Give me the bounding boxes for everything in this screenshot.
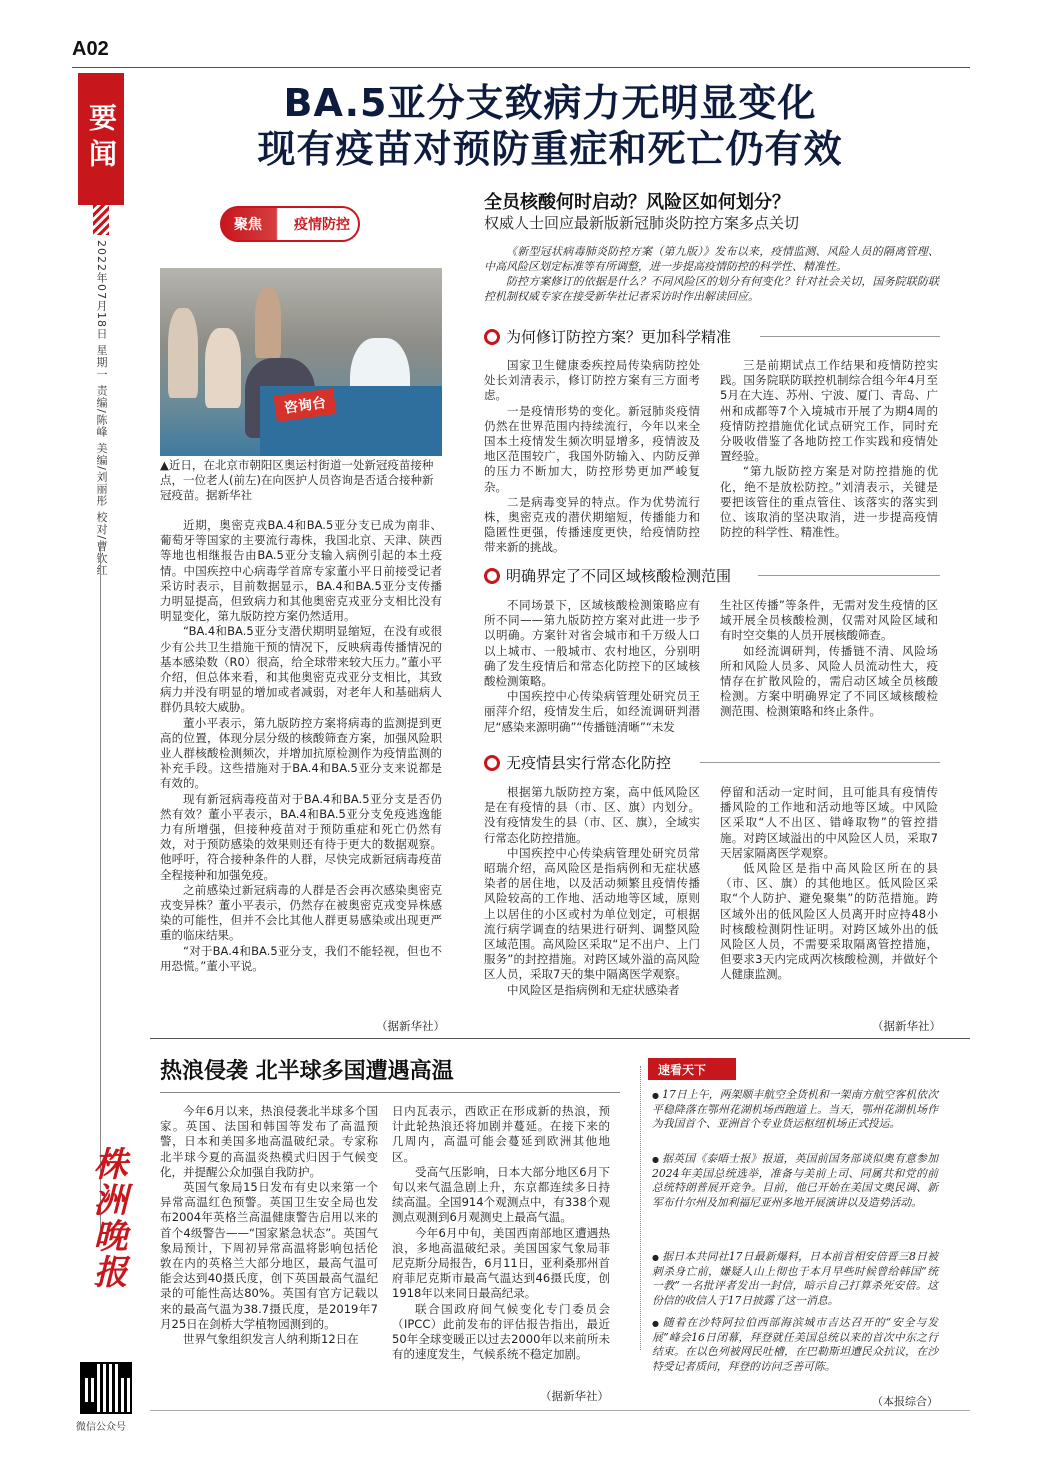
section-rule: [758, 575, 940, 576]
article-lead: [484, 244, 939, 304]
news-item: ● 据英国《泰晤士报》报道，英国前国务部谈似奥有意参加2024年美国总统选举，准备与美前上司、同属共和党的前总统特朗普展开竞争。目前，他已开始在美国文奥民调、新军布什尔州及加利福尼亚州多地开展演讲以及造势活动。: [652, 1152, 938, 1210]
photo-sign: 咨询台: [273, 388, 336, 422]
section-3-col-2: [720, 785, 938, 983]
lead-paragraph: 防控方案修订的依据是什么？不同风险区的划分有何变化？针对社会关切，国务院联防联控机制权威专家在接受新华社记者采访时作出解读回应。: [484, 275, 939, 303]
photo-figure: [205, 328, 241, 408]
paragraph: 如经流调研判，传播链不清、风险场所和风险人员多、风险人员流动性大，疫情存在扩散风险的，需启动区域全员核酸检测。方案中明确界定了不同区域核酸检测范围、检测策略和终止条件。: [720, 643, 938, 719]
main-headline: [150, 80, 950, 172]
paragraph: 根据第九版防控方案，高中低风险区是在有疫情的县（市、区、旗）内划分。没有疫情发生的县（市、区、旗），全域实行常态化防控措施。: [484, 785, 700, 845]
top-rule: [72, 67, 970, 68]
paragraph: 英国气象局15日发布有史以来第一个异常高温红色预警。英国卫生安全局也发布2004年英格兰高温健康警告启用以来的首个4级警告——“国家紧急状态”。英国气象局预计，下周初异常高温将影响包括伦敦在内的英格兰大部分地区，最高气温可能会达到40摄氏度，创下英国最高气温纪录的可能性高达80%。英国有官方记载以来的最高气温为38.7摄氏度，是2019年7月25日在剑桥大学植物园测到的。: [160, 1180, 378, 1331]
paragraph: 生社区传播”等条件，无需对发生疫情的区域开展全员核酸检测，仅需对风险区域和有时空交集的人员开展核酸筛查。: [720, 598, 938, 643]
badge-right-text: 疫情防控: [294, 217, 350, 233]
credit: （据新华社）: [872, 1019, 941, 1033]
section-heading: [484, 565, 731, 586]
photo-caption: ▲近日，在北京市朝阳区奥运村街道一处新冠疫苗接种点，一位老人(前左)在向医护人员咨询是否适合接种新冠疫苗。据新华社: [160, 458, 434, 502]
section-heading: [484, 752, 671, 773]
section-title: 无疫情县实行常态化防控: [506, 754, 672, 772]
credit: （据新华社）: [540, 1389, 609, 1403]
qr-code-icon[interactable]: [80, 1362, 132, 1414]
title-rule: [160, 1092, 620, 1093]
paragraph: 停留和活动一定时间，且可能具有疫情传播风险的工作地和活动地等区域。中风险区采取“人不出区、错峰取物”的管控措施。对跨区域溢出的中风险区人员，采取7天居家隔离医学观察。: [720, 785, 938, 860]
bottom-rule: [150, 1410, 970, 1411]
bullet-icon: [484, 329, 500, 345]
article-left: [160, 518, 442, 974]
paragraph: “对于BA.4和BA.5亚分支，我们不能轻视，但也不用恐慌。”董小平说。: [160, 943, 442, 973]
paragraph: “第九版防控方案是对防控措施的优化，绝不是放松防控。”刘清表示，关键是要把该管住的重点管住、该落实的落实到位、该取消的坚决取消，进一步提高疫情防控的科学性、精准性。: [720, 464, 938, 540]
issue-date-editors: 2022年07月18日 星期一 责编/陈峰 美编/刘丽彤 校对/曹钦红: [95, 240, 108, 577]
news-item: ● 17日上午，两架顺丰航空全货机和一架南方航空客机依次平稳降落在鄂州花湖机场西跑道上。当天，鄂州花湖机场作为我国首个、亚洲首个专业货运枢纽机场正式投运。: [652, 1088, 938, 1132]
paragraph: “BA.4和BA.5亚分支潜伏期明显缩短，在没有或很少有公共卫生措施干预的情况下，反映病毒传播情况的基本感染数（R0）很高，给全球带来较大压力。”董小平介绍，但总体来看，和其他奥密克戎亚分支相比，其致病力并没有明显的增加或者减弱，对老年人和基础病人群仍具较大威胁。: [160, 624, 442, 715]
sub-headline: 全员核酸何时启动？风险区如何划分？: [484, 192, 790, 213]
heat-col-1: [160, 1104, 378, 1347]
paragraph: 低风险区是指中高风险区所在的县（市、区、旗）的其他地区。低风险区采取“个人防护、避免聚集”的防范措施。跨区域外出的低风险区人员离开时应持48小时核酸检测阴性证明。对跨区域外出的低风险区人员，不需要采取隔离管控措施，但要求3天内完成两次核酸检测，并做好个人健康监测。: [720, 861, 938, 982]
heat-col-2: [392, 1104, 610, 1362]
lead-paragraph: 《新型冠状病毒肺炎防控方案（第九版）》发布以来，疫情监测、风险人员的隔离管理、中高风险区划定标准等有所调整，进一步提高疫情防控的科学性、精准性。: [484, 245, 939, 273]
paragraph: 不同场景下，区域核酸检测策略应有所不同——第九版防控方案对此进一步予以明确。方案针对省会城市和千万级人口以上城市、一般城市、农村地区，分别明确了发生疫情后和常态化防控下的区域核酸检测策略。: [484, 598, 700, 689]
bullet-icon: [484, 568, 500, 584]
paragraph: 联合国政府间气候变化专门委员会（IPCC）此前发布的评估报告指出，最近50年全球变暖正以过去2000年以来前所未有的速度发生，气候系统不稳定加剧。: [392, 1301, 610, 1362]
paragraph: 国家卫生健康委疾控局传染病防控处处长刘清表示，修订防控方案有三方面考虑。: [484, 358, 700, 403]
section-heading: [484, 326, 731, 347]
focus-badge: [220, 206, 360, 242]
paragraph: 今年6月以来，热浪侵袭北半球多个国家。英国、法国和韩国等发布了高温预警，日本和美国多地高温破纪录。专家称北半球今夏的高温炎热模式归因于气候变化，并提醒公众加强自我防护。: [160, 1104, 378, 1179]
paragraph: 中风险区是指病例和无症状感染者: [507, 982, 680, 997]
section-rule: [700, 762, 940, 763]
paragraph: 之前感染过新冠病毒的人群是否会再次感染奥密克戎变异株？董小平表示，仍然存在被奥密克戎变异株感染的可能性，但并不会比其他人群更易感染或出现更严重的临床结果。: [160, 882, 442, 943]
paragraph: 近期，奥密克戎BA.4和BA.5亚分支已成为南非、葡萄牙等国家的主要流行毒株，我国北京、天津、陕西等地也相继报告由BA.5亚分支输入病例引起的本土疫情。中国疾控中心病毒学首席专家董小平日前接受记者采访时表示，目前数据显示，BA.4和BA.5亚分支传播力明显提高，但致病力和其他奥密克戎亚分支相比没有明显变化，第九版防控方案仍然适用。: [160, 518, 442, 624]
side-divider: [100, 540, 101, 1240]
news-photo: [160, 268, 442, 456]
section-3-col-1: [484, 785, 700, 998]
headline-line-2: 现有疫苗对预防重症和死亡仍有效: [257, 127, 843, 171]
section-divider: [150, 1038, 970, 1039]
news-item: ● 随着在沙特阿拉伯西部海滨城市吉达召开的“安全与发展”峰会16日闭幕，拜登就任美国总统以来的首次中东之行结束。在以色列被网民吐槽，在巴勒斯坦遭民众抗议，在沙特受记者质问，拜登的访问乏善可陈。: [652, 1316, 938, 1374]
paragraph: 二是病毒变异的特点。作为优势流行株，奥密克戎的潜伏期缩短，传播能力和隐匿性更强，传播速度更快，给疫情防控带来新的挑战。: [484, 494, 700, 555]
news-brief-tag: 速看天下: [648, 1058, 736, 1080]
section-title: 明确界定了不同区域核酸检测范围: [506, 567, 732, 585]
news-item: ● 据日本共同社17日最新爆料，日本前首相安倍晋三8日被刺杀身亡前，嫌疑人山上彻也于本月早些时候曾给韩国“统一教”一名批评者发出一封信，暗示自己打算杀死安倍。这份信的收信人于17日披露了这一消息。: [652, 1250, 938, 1308]
paragraph: 一是疫情形势的变化。新冠肺炎疫情仍然在世界范围内持续流行，今年以来全国本土疫情发生频次明显增多，疫情波及地区范围较广，我国外防输入、内防反弹的压力不断加大，防控形势更加严峻复杂。: [484, 403, 700, 494]
credit: （本报综合）: [872, 1395, 938, 1408]
section-2-col-1: [484, 598, 700, 735]
sub-sub-headline: 权威人士回应最新版新冠肺炎防控方案多点关切: [484, 214, 800, 232]
photo-figure: [168, 308, 198, 398]
paragraph: 今年6月中旬，美国西南部地区遭遇热浪，多地高温破纪录。美国国家气象局菲尼克斯分局报告，6月11日，亚利桑那州首府菲尼克斯市最高气温达到46摄氏度，创1918年以来同日最高纪录。: [392, 1225, 610, 1301]
section-1-col-2: [720, 358, 938, 540]
section-tag: 要闻: [78, 73, 124, 205]
photo-figure: [255, 288, 281, 358]
heat-article-title: 热浪侵袭 北半球多国遭遇高温: [160, 1059, 454, 1084]
decorative-stripe: [93, 205, 109, 235]
section-title: 为何修订防控方案？更加科学精准: [506, 328, 732, 346]
section-2-col-2: [720, 598, 938, 720]
paragraph: 中国疾控中心传染病管理处研究员王丽萍介绍，疫情发生后，如经流调研判潜尼“感染来源明确”“传播链清晰”“未发: [484, 689, 700, 734]
page-number: A02: [72, 38, 109, 60]
paragraph: 董小平表示，第九版防控方案将病毒的监测提到更高的位置，体现分层分级的核酸筛查方案，加强风险职业人群核酸检测频次，并增加抗原检测作为疫情监测的补充手段。这些措施对于BA.4和BA.5亚分支来说都是有效的。: [160, 715, 442, 791]
paragraph: 世界气象组织发言人纳利斯12日在: [183, 1332, 359, 1347]
newspaper-masthead: 株洲晚报: [87, 1146, 127, 1290]
headline-line-1: BA.5亚分支致病力无明显变化: [283, 81, 817, 125]
qr-label: 微信公众号: [76, 1422, 126, 1433]
paragraph: 中国疾控中心传染病管理处研究员常昭瑞介绍，高风险区是指病例和无症状感染者的居住地，以及活动频繁且疫情传播风险较高的工作地、活动地等区域，原则上以居住的小区或村为单位划定，可根据流行病学调查的结果进行研判、调整风险区域范围。高风险区采取“足不出户、上门服务”的封控措施。对跨区域外溢的高风险区人员，采取7天的集中隔离医学观察。: [484, 845, 700, 982]
paragraph: 受高气压影响，日本大部分地区6月下旬以来气温急剧上升，东京都连续多日持续高温。全国914个观测点中，有338个观测点观测到6月观测史上最高气温。: [392, 1164, 610, 1225]
badge-left-text: 聚焦: [234, 217, 262, 233]
section-rule: [760, 336, 940, 337]
credit: （据新华社）: [376, 1019, 445, 1033]
section-1-col-1: [484, 358, 700, 556]
paragraph: 现有新冠病毒疫苗对于BA.4和BA.5亚分支是否仍然有效？董小平表示，BA.4和BA.5亚分支免疫逃逸能力有所增强，但接种疫苗对于预防重症和死亡仍然有效，对于预防感染的效果则还有待于更大的数据观察。他呼吁，符合接种条件的人群，尽快完成新冠病毒疫苗全程接种和加强免疫。: [160, 791, 442, 882]
paragraph: 三是前期试点工作结果和疫情防控实践。国务院联防联控机制综合组今年4月至5月在大连、苏州、宁波、厦门、青岛、广州和成都等7个入境城市开展了为期4周的疫情防控措施优化试点研究工作，同时充分吸收借鉴了各地防控工作实践和疫情处置经验。: [720, 358, 938, 464]
bullet-icon: [484, 755, 500, 771]
paragraph: 日内瓦表示，西欧正在形成新的热浪，预计此轮热浪还将加剧并蔓延。在接下来的几周内，高温可能会蔓延到欧洲其他地区。: [392, 1104, 610, 1164]
